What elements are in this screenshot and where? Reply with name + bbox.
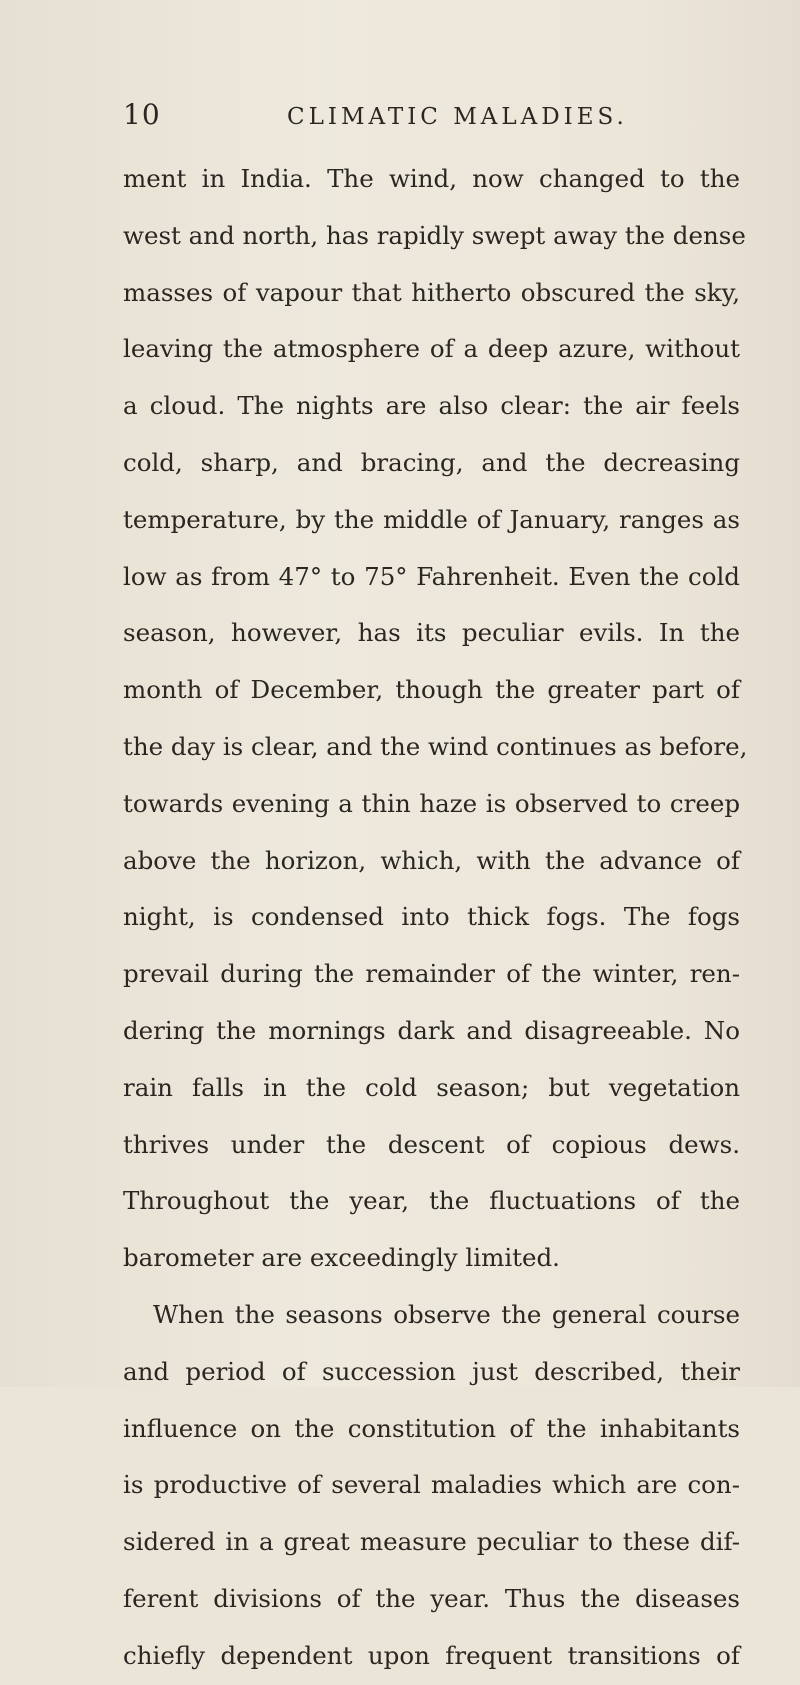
text-line: cold, sharp, and bracing, and the decreasing xyxy=(123,447,740,477)
text-line: thrives under the descent of copious dews. xyxy=(123,1129,740,1159)
text-line: ment in India. The wind, now changed to the xyxy=(123,164,740,193)
text-line: low as from 47° to 75° Fahrenheit. Even the cold xyxy=(123,561,740,591)
running-head: CLIMATIC MALADIES. xyxy=(287,104,628,130)
text-line: rain falls in the cold season; but vegetation xyxy=(123,1072,740,1102)
text-line: influence on the constitution of the inhabitants xyxy=(123,1413,740,1443)
text-line: west and north, has rapidly swept away the dense xyxy=(123,220,746,250)
text-line: towards evening a thin haze is observed to creep xyxy=(123,788,740,818)
text-line: prevail during the remainder of the winter, ren- xyxy=(123,959,740,989)
text-line: season, however, has its peculiar evils. In the xyxy=(123,618,740,648)
text-line: a cloud. The nights are also clear: the air feels xyxy=(123,391,740,421)
text-line: and period of succession just described, their xyxy=(123,1356,740,1386)
text-line: ferent divisions of the year. Thus the diseases xyxy=(123,1583,740,1613)
text-line: above the horizon, which, with the advance of xyxy=(123,845,740,875)
text-line: temperature, by the middle of January, ranges as xyxy=(123,504,740,534)
text-line: the day is clear, and the wind continues as before, xyxy=(123,731,748,761)
page-number: 10 xyxy=(123,98,161,131)
paragraph-end-line: barometer are exceedingly limited. xyxy=(123,1243,560,1273)
text-line: Throughout the year, the fluctuations of the xyxy=(123,1186,740,1216)
paragraph-start-line: When the seasons observe the general course xyxy=(153,1299,740,1329)
text-line: masses of vapour that hitherto obscured the sky, xyxy=(123,277,740,307)
text-line: dering the mornings dark and disagreeable. No xyxy=(123,1015,740,1045)
text-line: sidered in a great measure peculiar to these dif- xyxy=(123,1527,740,1557)
body-text xyxy=(123,151,748,1685)
text-line: leaving the atmosphere of a deep azure, without xyxy=(123,334,740,364)
text-line: chiefly dependent upon frequent transitions of xyxy=(123,1640,740,1670)
page-header xyxy=(123,98,743,148)
text-line: night, is condensed into thick fogs. The fogs xyxy=(123,902,740,932)
text-line: is productive of several maladies which are con- xyxy=(123,1470,740,1500)
text-line: month of December, though the greater part of xyxy=(123,675,740,705)
